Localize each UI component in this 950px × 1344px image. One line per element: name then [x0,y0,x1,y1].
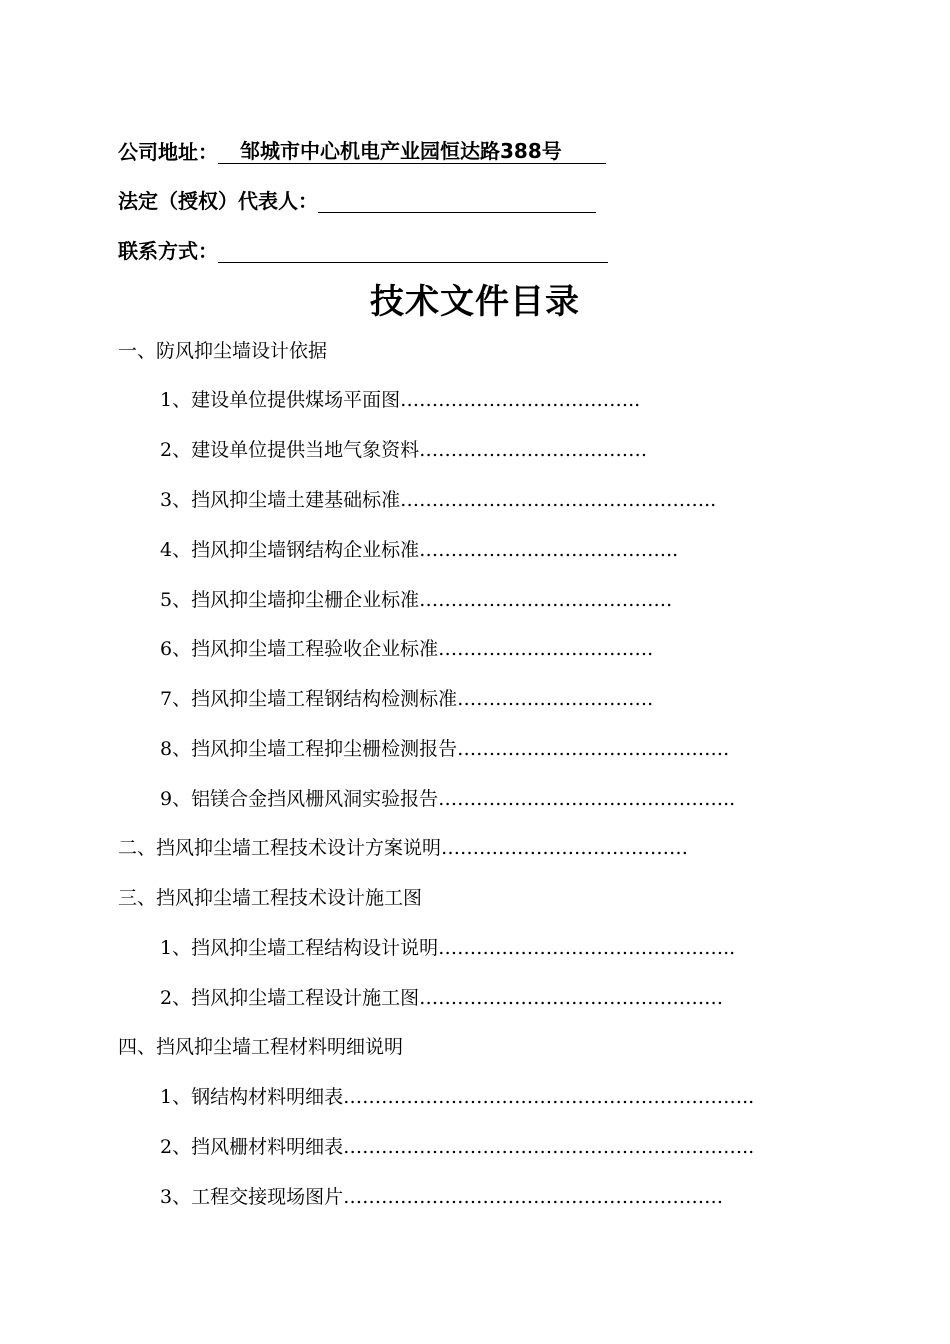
toc-item: 7、挡风抑尘墙工程钢结构检测标准…………………………. [160,688,654,710]
toc-item: 2、建设单位提供当地气象资料……………………………… [160,439,648,461]
toc-item: 6、挡风抑尘墙工程验收企业标准……………………………. [160,638,654,660]
toc-item: 9、铝镁合金挡风栅风洞实验报告……………………………………….. [160,788,736,810]
contact-label: 联系方式： [118,239,218,263]
address-value: 邹城市中心机电产业园恒达路388号 [218,140,606,164]
toc-item: 3、工程交接现场图片…………………………………………………… [160,1186,724,1208]
toc-item: 4、挡风抑尘墙钢结构企业标准………………………………….. [160,539,679,561]
toc-item: 2、挡风抑尘墙工程设计施工图………………………………………… [160,987,724,1009]
address-line [118,140,606,164]
representative-label: 法定（授权）代表人： [118,189,318,213]
contact-line [118,239,608,263]
toc-item: 1、建设单位提供煤场平面图……………………………….. [160,389,641,411]
toc-item: 8、挡风抑尘墙工程抑尘栅检测报告……………………………………. [160,738,730,760]
representative-line [118,189,596,213]
toc-item: 1、钢结构材料明细表……………………………………………………….. [160,1086,755,1108]
representative-blank [318,189,596,213]
document-title: 技术文件目录 [370,282,580,322]
toc-item: 2、挡风栅材料明细表……………………………………………………….. [160,1136,755,1158]
toc-item: 3、挡风抑尘墙土建基础标准………………………………………….. [160,489,717,511]
address-label: 公司地址： [118,140,218,164]
toc-item: 5、挡风抑尘墙抑尘栅企业标准…………………………………. [160,589,673,611]
toc-item: 1、挡风抑尘墙工程结构设计说明……………………………………….. [160,937,736,959]
toc-section: 三、挡风抑尘墙工程技术设计施工图 [118,887,423,909]
toc-section: 一、防风抑尘墙设计依据 [118,340,328,362]
toc-section: 二、挡风抑尘墙工程技术设计方案说明………………………………… [118,837,689,859]
toc-section: 四、挡风抑尘墙工程材料明细说明 [118,1036,404,1058]
contact-blank [218,239,608,263]
